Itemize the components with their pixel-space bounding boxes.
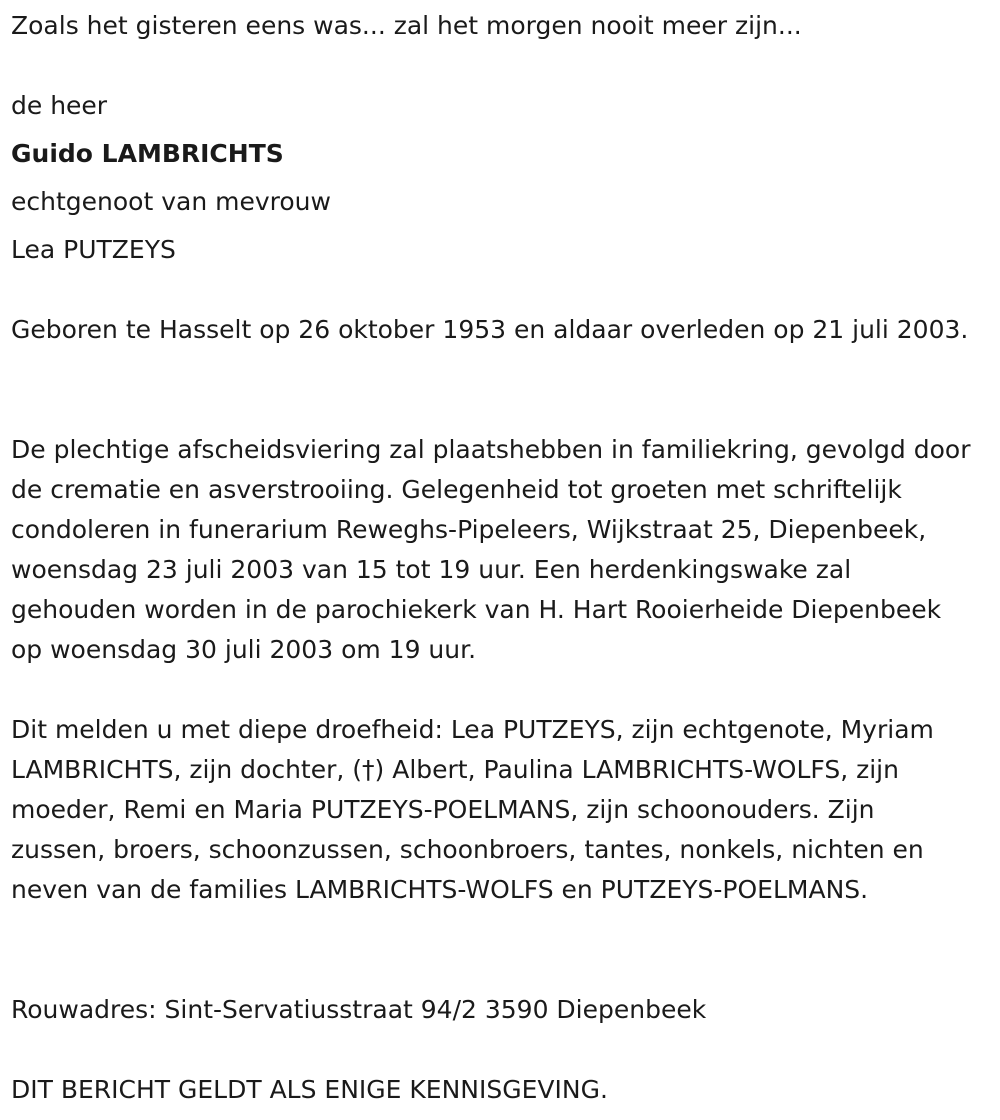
birth-death-paragraph: Geboren te Hasselt op 26 oktober 1953 en aldaar overleden op 21 juli 2003.	[11, 315, 969, 344]
ceremony-paragraph: De plechtige afscheidsviering zal plaatshebben in familiekring, gevolgd door de crematie en asverstrooiing. Gelegenheid tot groeten met schriftelijk condoleren in funerarium Reweghs-Pipeleers, Wijkstraat 25, Diepenbeek, woensdag 23 juli 2003 van 15 tot 19 uur. Een herdenkingswake zal gehouden worden in de parochiekerk van H. Hart Rooierheide Diepenbeek op woensdag 30 juli 2003 om 19 uur.	[11, 435, 971, 664]
spouse-intro: echtgenoot van mevrouw	[11, 187, 331, 216]
epigraph: Zoals het gisteren eens was... zal het morgen nooit meer zijn...	[11, 11, 802, 40]
spouse-name: Lea PUTZEYS	[11, 235, 176, 264]
family-paragraph: Dit melden u met diepe droefheid: Lea PUTZEYS, zijn echtgenote, Myriam LAMBRICHTS, zijn dochter, (†) Albert, Paulina LAMBRICHTS-WOLFS, zijn moeder, Remi en Maria PUTZEYS-POELMANS, zijn schoonouders. Zijn zussen, broers, schoonzussen, schoonbroers, tantes, nonkels, nichten en neven van de families LAMBRICHTS-WOLFS en PUTZEYS-POELMANS.	[11, 715, 934, 904]
deceased-name: Guido LAMBRICHTS	[11, 139, 284, 168]
closing-statement: DIT BERICHT GELDT ALS ENIGE KENNISGEVING.	[11, 1075, 608, 1104]
title-prefix: de heer	[11, 91, 108, 120]
mourning-address: Rouwadres: Sint-Servatiusstraat 94/2 3590 Diepenbeek	[11, 995, 707, 1024]
